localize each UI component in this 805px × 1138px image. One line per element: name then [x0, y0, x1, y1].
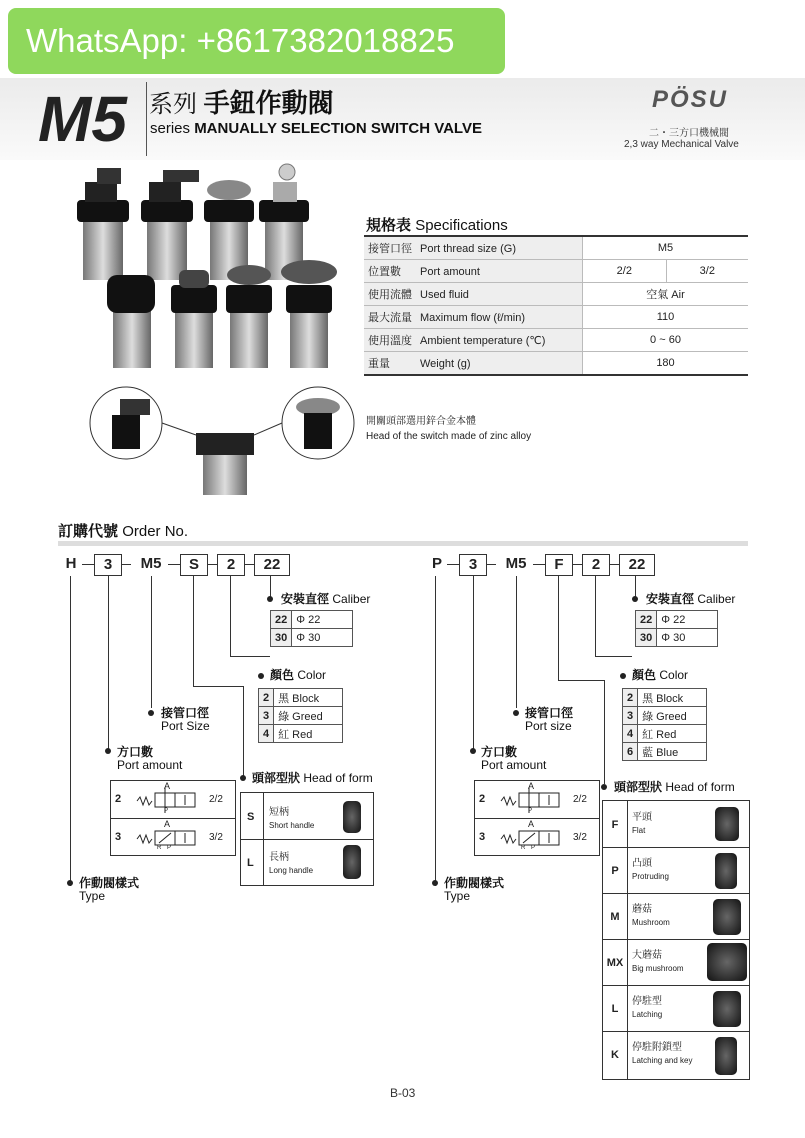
spec-row: [364, 236, 748, 260]
bullet-dot: [105, 748, 111, 754]
table-divider: [263, 793, 264, 885]
option-row: [259, 707, 343, 725]
port-letter: A: [528, 819, 535, 829]
port-size-label-zh: 接管口徑: [525, 706, 574, 720]
spec-row: [364, 329, 748, 352]
valve-mushroom-photo: [204, 180, 254, 280]
order-title-zh: 訂購代號: [58, 523, 119, 540]
spec-row: [364, 260, 748, 283]
code-dash: [168, 564, 180, 565]
option-code: 22: [271, 611, 292, 629]
connector-line: [635, 576, 636, 598]
material-note: [366, 414, 531, 444]
brand-logo: PÖSU: [652, 86, 729, 113]
option-row: [623, 725, 707, 743]
en-product-name: MANUALLY SELECTION SWITCH VALVE: [194, 120, 482, 137]
head-option-zh: 蘑菇: [632, 904, 652, 915]
spec-row: [364, 352, 748, 376]
connector-line: [270, 576, 271, 598]
connector-line: [193, 686, 243, 687]
spec-label-zh: 接管口徑: [368, 243, 412, 255]
head-option-zh: 停駐型: [632, 996, 662, 1007]
bullet-dot: [148, 710, 154, 716]
connector-line: [558, 680, 604, 681]
option-row: [271, 629, 353, 647]
head-option-code: F: [611, 819, 619, 831]
english-title: [150, 120, 482, 137]
head-option-en: Latching: [632, 1010, 663, 1019]
port-size-label-en: Port size: [525, 719, 572, 733]
option-row: [623, 689, 707, 707]
head-option-zh: 長柄: [269, 852, 289, 863]
type-label-zh: 作動閥樣式: [79, 876, 140, 890]
zh-product-name: 手鈕作動閥: [203, 88, 334, 118]
protruding-head-icon: [715, 853, 737, 889]
connector-line: [230, 576, 231, 656]
head-form-label-zh: 頭部型狀: [614, 780, 663, 794]
connector-line: [193, 576, 194, 686]
spec-value: 180: [583, 352, 749, 376]
spec-label-en: Ambient temperature (℃): [420, 335, 546, 347]
port-amount-label-en: Port amount: [117, 758, 183, 772]
en-series-label: series: [150, 120, 191, 137]
port-option-code: 2: [115, 793, 122, 805]
spec-label-zh: 使用溫度: [368, 335, 412, 347]
color-label-zh: 顏色: [270, 668, 295, 682]
port-amount-label: [117, 746, 182, 772]
code-color: 2: [582, 554, 610, 576]
code-dash: [207, 564, 217, 565]
big-mushroom-head-icon: [707, 943, 747, 981]
head-option-text: [632, 949, 684, 975]
spec-label-en: Maximum flow (ℓ/min): [420, 312, 526, 324]
port-amount-label-zh: 方口數: [481, 745, 518, 759]
option-row: [636, 611, 718, 629]
order-divider: [58, 541, 748, 546]
connector-line: [595, 576, 596, 656]
valve-protruding-photo: [171, 270, 217, 368]
head-option-code: S: [247, 811, 255, 823]
short-handle-icon: [343, 801, 361, 833]
option-value: Φ 22: [292, 611, 353, 629]
caliber-label-zh: 安裝直徑: [281, 592, 330, 606]
head-option-zh: 大蘑菇: [632, 950, 662, 961]
head-option-zh: 凸頭: [632, 858, 652, 869]
code-port-amount: 3: [94, 554, 122, 576]
connector-line: [108, 576, 109, 750]
head-option-en: Latching and key: [632, 1056, 693, 1065]
product-photo-group: [75, 160, 345, 380]
port-letter: A: [164, 819, 171, 829]
caliber-label: [646, 593, 735, 606]
head-option-text: [632, 811, 652, 837]
spec-table: [364, 235, 748, 376]
option-row: [271, 611, 353, 629]
port-option-code: 3: [115, 831, 122, 843]
option-code: 6: [623, 743, 638, 761]
head-form-label-en: Head of form: [303, 771, 373, 785]
color-options: [622, 688, 707, 761]
color-options: [258, 688, 343, 743]
code-dash: [533, 564, 545, 565]
port-letter: A: [164, 781, 171, 791]
code-dash: [572, 564, 582, 565]
option-code: 30: [636, 629, 657, 647]
port-size-label-en: Port Size: [161, 719, 210, 733]
key-lock-head-icon: [715, 1037, 737, 1075]
port-letter: P: [531, 845, 536, 851]
code-caliber: 22: [619, 554, 655, 576]
port-letter: P: [528, 808, 533, 814]
bullet-dot: [258, 673, 264, 679]
chinese-title: [149, 83, 334, 120]
spec-value: 0 ~ 60: [583, 329, 749, 352]
bullet-dot: [513, 710, 519, 716]
code-color: 2: [217, 554, 245, 576]
option-value: 黑 Block: [638, 689, 707, 707]
port-option-code: 2: [479, 793, 486, 805]
port-letter: R: [521, 845, 526, 851]
head-option-code: M: [610, 911, 620, 923]
port-size-label: [161, 707, 210, 733]
head-option-zh: 停駐附鎖型: [632, 1042, 682, 1053]
port-letter: R: [157, 845, 162, 851]
option-value: 藍 Blue: [638, 743, 707, 761]
mechanical-valve-zh: 二・三方口機械閥: [649, 128, 729, 139]
code-dash: [121, 564, 131, 565]
bullet-dot: [240, 775, 246, 781]
color-label: [270, 669, 326, 682]
caliber-options: [635, 610, 718, 647]
spec-value: 3/2: [666, 260, 748, 283]
head-form-table: [240, 792, 374, 886]
long-handle-icon: [343, 845, 361, 879]
caliber-label: [281, 593, 370, 606]
port-ratio: 3/2: [209, 832, 223, 843]
option-code: 30: [271, 629, 292, 647]
option-row: [259, 725, 343, 743]
head-option-code: K: [611, 1049, 619, 1061]
spec-value: 空氣 Air: [583, 283, 749, 306]
option-value: 黑 Block: [274, 689, 343, 707]
code-dash: [447, 564, 459, 565]
option-code: 2: [623, 689, 638, 707]
material-note-zh: 開關頭部選用鋅合金本體: [366, 416, 476, 427]
head-option-code: L: [611, 1003, 619, 1015]
code-caliber: 22: [254, 554, 290, 576]
color-label-zh: 顏色: [632, 668, 657, 682]
code-dash: [244, 564, 254, 565]
type-label-zh: 作動閥樣式: [444, 876, 505, 890]
head-form-label: [252, 772, 373, 785]
head-option-text: [269, 851, 313, 877]
valve-big-mushroom-photo: [281, 260, 337, 368]
head-form-label: [614, 781, 735, 794]
spec-label-en: Port thread size (G): [420, 243, 516, 255]
bullet-dot: [67, 880, 73, 886]
connector-line: [516, 576, 517, 708]
color-label-en: Color: [659, 668, 689, 682]
port-size-label-zh: 接管口徑: [161, 706, 210, 720]
code-port-size: M5: [140, 555, 162, 572]
page-number: B-03: [390, 1086, 416, 1100]
connector-line: [151, 576, 152, 708]
head-option-en: Short handle: [269, 821, 315, 830]
whatsapp-banner: WhatsApp: +8617382018825: [8, 8, 505, 74]
option-code: 3: [623, 707, 638, 725]
bullet-dot: [470, 748, 476, 754]
connector-line: [243, 686, 244, 778]
port-ratio: 2/2: [573, 794, 587, 805]
code-head: F: [545, 554, 573, 576]
mechanical-valve-en: 2,3 way Mechanical Valve: [624, 139, 739, 150]
option-code: 4: [259, 725, 274, 743]
code-dash: [609, 564, 619, 565]
head-option-text: [632, 995, 662, 1021]
bullet-dot: [620, 673, 626, 679]
option-row: [636, 629, 718, 647]
spec-label-en: Port amount: [420, 266, 480, 278]
option-code: 3: [259, 707, 274, 725]
port-amount-label-zh: 方口數: [117, 745, 154, 759]
option-row: [623, 707, 707, 725]
head-option-text: [632, 857, 669, 883]
code-head: S: [180, 554, 208, 576]
valve-long-handle-photo: [141, 170, 199, 280]
option-value: 紅 Red: [274, 725, 343, 743]
port-size-label: [525, 707, 573, 733]
head-option-code: L: [247, 857, 254, 869]
code-port-size: M5: [505, 555, 527, 572]
option-code: 4: [623, 725, 638, 743]
spec-title-zh: 規格表: [366, 217, 412, 234]
material-note-en: Head of the switch made of zinc alloy: [366, 431, 532, 442]
spec-label-zh: 最大流量: [368, 312, 412, 324]
head-option-en: Flat: [632, 826, 646, 835]
caliber-options: [270, 610, 353, 647]
bullet-dot: [632, 596, 638, 602]
port-letter: P: [167, 845, 172, 851]
option-value: Φ 22: [657, 611, 718, 629]
color-label: [632, 669, 688, 682]
option-row: [259, 689, 343, 707]
port-letter: P: [164, 808, 169, 814]
order-title: [58, 520, 188, 541]
order-title-en: Order No.: [122, 523, 189, 540]
type-label: [444, 877, 504, 903]
valve-flat-photo: [107, 275, 155, 368]
type-label-en: Type: [444, 889, 471, 903]
code-port-amount: 3: [459, 554, 487, 576]
option-value: Φ 30: [292, 629, 353, 647]
head-form-label-zh: 頭部型狀: [252, 771, 301, 785]
zh-series-label: 系列: [149, 91, 197, 118]
latching-head-icon: [713, 991, 741, 1027]
code-dash: [82, 564, 94, 565]
head-option-zh: 短柄: [269, 807, 289, 818]
option-code: 2: [259, 689, 274, 707]
connector-line: [473, 576, 474, 750]
header-divider: [146, 82, 147, 156]
head-option-code: P: [611, 865, 619, 877]
port-letter: A: [528, 781, 535, 791]
connector-line: [230, 656, 270, 657]
option-row: [623, 743, 707, 761]
port-option-code: 3: [479, 831, 486, 843]
option-code: 22: [636, 611, 657, 629]
spec-value: 110: [583, 306, 749, 329]
spec-value: 2/2: [583, 260, 667, 283]
spec-title-en: Specifications: [415, 217, 508, 234]
spec-label-en: Weight (g): [420, 358, 471, 370]
connector-line: [558, 576, 559, 680]
caliber-label-en: Caliber: [697, 592, 736, 606]
head-option-en: Mushroom: [632, 918, 670, 927]
spec-row: [364, 283, 748, 306]
caliber-label-en: Caliber: [332, 592, 371, 606]
code-dash: [486, 564, 496, 565]
head-option-en: Long handle: [269, 866, 314, 875]
bullet-dot: [432, 880, 438, 886]
spec-label-en: Used fluid: [420, 289, 469, 301]
code-type: H: [65, 555, 77, 572]
port-ratio: 2/2: [209, 794, 223, 805]
mushroom-head-icon: [713, 899, 741, 935]
valve-short-handle-photo: [77, 168, 129, 280]
port-amount-table: [110, 780, 236, 856]
type-label: [79, 877, 139, 903]
spec-label-zh: 位置數: [368, 266, 401, 278]
head-option-zh: 平頭: [632, 812, 652, 823]
spec-value: M5: [583, 236, 749, 260]
head-option-text: [632, 903, 670, 929]
port-amount-label: [481, 746, 546, 772]
option-value: 紅 Red: [638, 725, 707, 743]
spec-label-zh: 重量: [368, 358, 390, 370]
flat-head-icon: [715, 807, 739, 841]
option-value: 綠 Greed: [638, 707, 707, 725]
port-amount-table: [474, 780, 600, 856]
bullet-dot: [601, 784, 607, 790]
spec-title: [366, 214, 508, 235]
connector-line: [595, 656, 632, 657]
head-option-en: Big mushroom: [632, 964, 684, 973]
head-option-code: MX: [606, 957, 624, 969]
code-type: P: [431, 555, 442, 572]
connector-line: [604, 680, 605, 784]
port-amount-label-en: Port amount: [481, 758, 547, 772]
valve-mushroom-photo-2: [226, 265, 272, 368]
bullet-dot: [267, 596, 273, 602]
spec-row: [364, 306, 748, 329]
option-value: 綠 Greed: [274, 707, 343, 725]
option-value: Φ 30: [657, 629, 718, 647]
model-title: M5: [38, 83, 127, 155]
head-option-text: [632, 1041, 693, 1067]
head-form-label-en: Head of form: [665, 780, 735, 794]
head-option-text: [269, 806, 314, 832]
head-option-en: Protruding: [632, 872, 669, 881]
port-ratio: 3/2: [573, 832, 587, 843]
connector-line: [435, 576, 436, 886]
head-form-table: [602, 800, 750, 1080]
spec-label-zh: 使用流體: [368, 289, 412, 301]
caliber-label-zh: 安裝直徑: [646, 592, 695, 606]
connector-line: [70, 576, 71, 886]
color-label-en: Color: [297, 668, 327, 682]
switch-head-diagram: [88, 385, 358, 500]
type-label-en: Type: [79, 889, 106, 903]
